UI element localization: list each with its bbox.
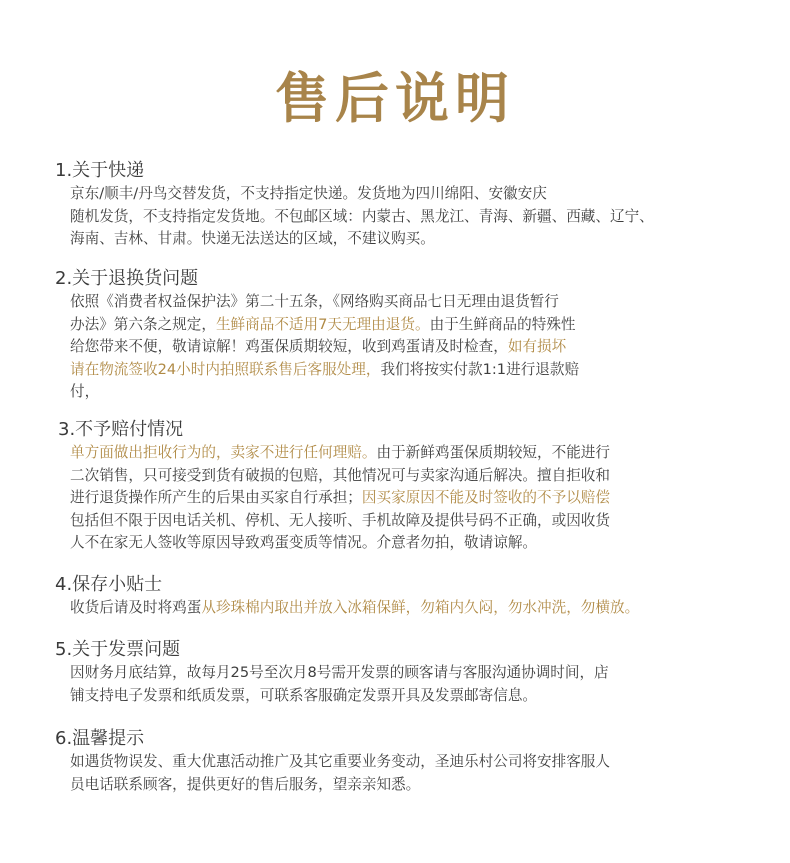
page-title: 售后说明 xyxy=(275,67,515,130)
text-line xyxy=(70,465,770,488)
text-line xyxy=(70,487,770,510)
section-6 xyxy=(0,727,790,796)
section-body xyxy=(70,751,770,796)
body-text: 进行退货操作所产生的后果由买家自行承担； xyxy=(70,489,362,507)
section-heading: 4.保存小贴士 xyxy=(55,574,163,595)
section-heading: 1.关于快递 xyxy=(55,160,145,181)
text-line xyxy=(70,751,770,774)
text-line xyxy=(70,774,770,797)
section-3 xyxy=(0,418,790,555)
highlight-text: 从珍珠棉内取出并放入冰箱保鲜，勿箱内久闷，勿水冲洗，勿横放。 xyxy=(201,599,640,616)
text-line xyxy=(70,662,770,685)
section-body xyxy=(70,442,770,555)
section-heading: 5.关于发票问题 xyxy=(55,639,181,660)
section-body xyxy=(70,662,770,707)
text-line xyxy=(70,359,770,382)
section-heading: 6.温馨提示 xyxy=(55,728,145,749)
highlight-text: 如有损坏 xyxy=(507,338,567,356)
text-line xyxy=(70,381,770,404)
section-5 xyxy=(0,638,790,707)
text-line xyxy=(70,291,770,314)
text-line xyxy=(70,532,770,555)
text-line xyxy=(70,206,770,229)
body-text: 因财务月底结算，故每月25号至次月8号需开发票的顾客请与客服沟通协调时间，店 xyxy=(70,664,609,681)
section-body xyxy=(70,597,770,620)
body-text: 如遇货物误发、重大优惠活动推广及其它重要业务变动，圣迪乐村公司将安排客服人 xyxy=(70,753,610,770)
highlight-text: 单方面做出拒收行为的，卖家不进行任何理赔。 xyxy=(70,444,377,461)
highlight-text: 生鲜商品不适用7天无理由退货。 xyxy=(215,315,430,333)
body-text: 铺支持电子发票和纸质发票，可联系客服确定发票开具及发票邮寄信息。 xyxy=(70,686,538,704)
body-text: 人不在家无人签收等原因导致鸡蛋变质等情况。介意者勿拍，敬请谅解。 xyxy=(70,534,538,552)
text-line xyxy=(70,183,770,206)
text-line xyxy=(70,510,770,533)
section-body xyxy=(70,183,770,251)
body-text: 京东/顺丰/丹鸟交替发货，不支持指定快递。发货地为四川绵阳、安徽安庆 xyxy=(70,185,547,202)
body-text: 给您带来不便，敬请谅解！鸡蛋保质期较短，收到鸡蛋请及时检查， xyxy=(70,338,508,356)
section-2 xyxy=(0,267,790,404)
body-text: 员电话联系顾客，提供更好的售后服务，望亲亲知悉。 xyxy=(70,775,421,793)
body-text: 二次销售，只可接受到货有破损的包赔，其他情况可与卖家沟通后解决。擅自拒收和 xyxy=(70,466,610,484)
section-heading: 3.不予赔付情况 xyxy=(58,419,184,440)
text-line xyxy=(70,597,770,620)
section-1 xyxy=(0,159,790,251)
body-text: 由于新鲜鸡蛋保质期较短，不能进行 xyxy=(376,444,610,461)
body-text: 由于生鲜商品的特殊性 xyxy=(429,315,576,333)
section-4 xyxy=(0,573,790,620)
body-text: 办法》第六条之规定， xyxy=(70,315,216,333)
section-body xyxy=(70,291,770,404)
body-text: 包括但不限于因电话关机、停机、无人接听、手机故障及提供号码不正确，或因收货 xyxy=(70,511,610,529)
body-text: 依照《消费者权益保护法》第二十五条，《网络购买商品七日无理由退货暂行 xyxy=(70,293,559,310)
section-heading: 2.关于退换货问题 xyxy=(55,268,199,289)
text-line xyxy=(70,685,770,708)
body-text: 海南、吉林、甘肃。快递无法送达的区域，不建议购买。 xyxy=(70,230,435,248)
body-text: 付， xyxy=(70,383,100,401)
body-text: 我们将按实付款1:1进行退款赔 xyxy=(380,360,580,378)
highlight-text: 请在物流签收24小时内拍照联系售后客服处理， xyxy=(70,360,381,378)
body-text: 随机发货，不支持指定发货地。不包邮区域：内蒙古、黑龙江、青海、新疆、西藏、辽宁、 xyxy=(70,207,654,225)
highlight-text: 因买家原因不能及时签收的不予以赔偿 xyxy=(361,489,610,507)
text-line xyxy=(70,442,770,465)
text-line xyxy=(70,314,770,337)
text-line xyxy=(70,228,770,251)
body-text: 收货后请及时将鸡蛋 xyxy=(70,599,202,616)
text-line xyxy=(70,336,770,359)
